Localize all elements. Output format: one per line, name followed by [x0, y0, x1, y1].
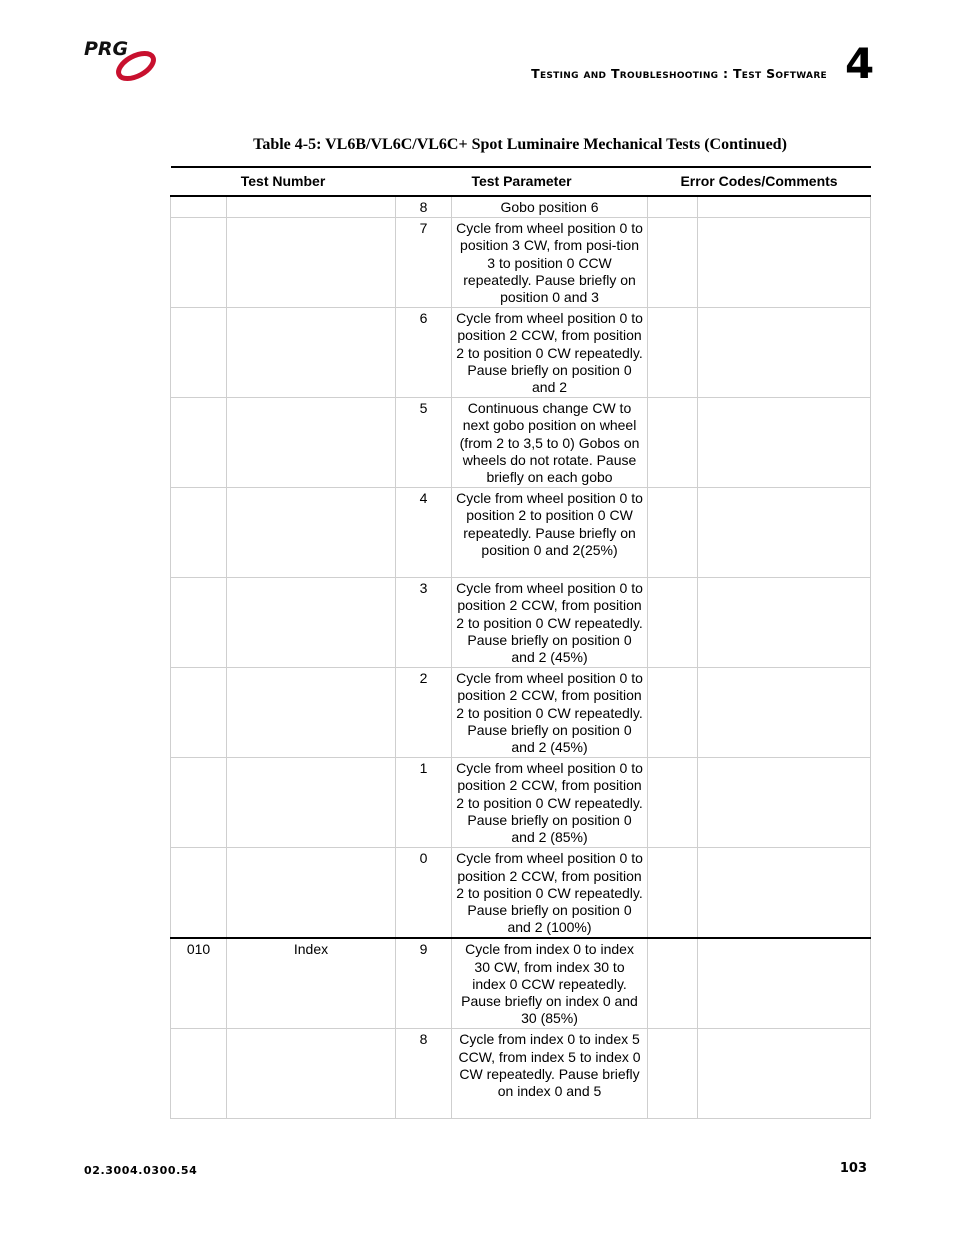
test-number-cell [171, 578, 227, 668]
step-description-cell: Cycle from wheel position 0 to position 2 CCW, from position 2 to position 0 CW repeatedly. Pause briefly on position 0 and 2 (45%) [452, 578, 648, 668]
error-code-cell [648, 758, 698, 848]
col-header-test-number: Test Number [171, 167, 396, 196]
test-number-cell [171, 488, 227, 578]
comment-cell [698, 848, 871, 939]
comment-cell [698, 488, 871, 578]
test-name-cell [227, 1029, 396, 1119]
test-name-cell [227, 668, 396, 758]
test-number-cell [171, 1029, 227, 1119]
section-title: Testing and Troubleshooting : Test Software [531, 66, 827, 81]
test-name-cell [227, 488, 396, 578]
step-number-cell: 9 [396, 938, 452, 1029]
table-body [171, 196, 871, 1119]
test-name-cell: Index [227, 938, 396, 1029]
error-code-cell [648, 848, 698, 939]
table-row [171, 398, 871, 488]
document-number: 02.3004.0300.54 [84, 1164, 198, 1177]
step-description-cell: Continuous change CW to next gobo position on wheel (from 2 to 3,5 to 0) Gobos on wheels do not rotate. Pause briefly on each gobo [452, 398, 648, 488]
chapter-number: 4 [845, 39, 875, 88]
step-number-cell: 5 [396, 398, 452, 488]
step-description-cell: Cycle from wheel position 0 to position 2 CCW, from position 2 to position 0 CW repeatedly. Pause briefly on position 0 and 2 (100%) [452, 848, 648, 939]
test-name-cell [227, 758, 396, 848]
table-row [171, 938, 871, 1029]
table-header-row [171, 167, 871, 196]
comment-cell [698, 668, 871, 758]
prg-logo [84, 36, 160, 84]
comment-cell [698, 398, 871, 488]
step-description-cell: Cycle from wheel position 0 to position 3 CW, from posi-tion 3 to position 0 CCW repeatedly. Pause briefly on position 0 and 3 [452, 218, 648, 308]
table-caption: Table 4-5: VL6B/VL6C/VL6C+ Spot Luminaire Mechanical Tests (Continued) [253, 136, 787, 153]
step-number-cell: 1 [396, 758, 452, 848]
step-number-cell: 2 [396, 668, 452, 758]
comment-cell [698, 308, 871, 398]
test-number-cell: 010 [171, 938, 227, 1029]
error-code-cell [648, 488, 698, 578]
table-row [171, 308, 871, 398]
table-row [171, 668, 871, 758]
step-number-cell: 4 [396, 488, 452, 578]
step-number-cell: 8 [396, 196, 452, 218]
mechanical-tests-table [170, 166, 871, 1119]
comment-cell [698, 218, 871, 308]
step-number-cell: 6 [396, 308, 452, 398]
step-number-cell: 3 [396, 578, 452, 668]
step-description-cell: Cycle from wheel position 0 to position 2 CCW, from position 2 to position 0 CW repeatedly. Pause briefly on position 0 and 2 (45%) [452, 668, 648, 758]
table-row [171, 488, 871, 578]
test-number-cell [171, 398, 227, 488]
error-code-cell [648, 1029, 698, 1119]
test-number-cell [171, 668, 227, 758]
error-code-cell [648, 308, 698, 398]
test-number-cell [171, 758, 227, 848]
error-code-cell [648, 398, 698, 488]
step-description-cell: Cycle from index 0 to index 30 CW, from index 30 to index 0 CCW repeatedly. Pause briefly on index 0 and 30 (85%) [452, 938, 648, 1029]
step-description-cell: Cycle from index 0 to index 5 CCW, from index 5 to index 0 CW repeatedly. Pause briefly on index 0 and 5 [452, 1029, 648, 1119]
test-name-cell [227, 578, 396, 668]
logo-text: PRG [84, 38, 129, 60]
test-name-cell [227, 196, 396, 218]
test-number-cell [171, 308, 227, 398]
step-description-cell: Cycle from wheel position 0 to position 2 CCW, from position 2 to position 0 CW repeatedly. Pause briefly on position 0 and 2 (85%) [452, 758, 648, 848]
comment-cell [698, 196, 871, 218]
error-code-cell [648, 196, 698, 218]
table-row [171, 578, 871, 668]
table-row [171, 196, 871, 218]
test-name-cell [227, 398, 396, 488]
step-description-cell: Gobo position 6 [452, 196, 648, 218]
table-row [171, 218, 871, 308]
table-row [171, 758, 871, 848]
test-name-cell [227, 848, 396, 939]
test-number-cell [171, 196, 227, 218]
step-number-cell: 7 [396, 218, 452, 308]
table-row [171, 848, 871, 939]
step-description-cell: Cycle from wheel position 0 to position 2 to position 0 CW repeatedly. Pause briefly on position 0 and 2(25%) [452, 488, 648, 578]
col-header-error-codes: Error Codes/Comments [648, 167, 871, 196]
comment-cell [698, 578, 871, 668]
comment-cell [698, 758, 871, 848]
test-name-cell [227, 308, 396, 398]
step-number-cell: 8 [396, 1029, 452, 1119]
col-header-test-parameter: Test Parameter [396, 167, 648, 196]
error-code-cell [648, 218, 698, 308]
test-name-cell [227, 218, 396, 308]
test-number-cell [171, 848, 227, 939]
comment-cell [698, 938, 871, 1029]
step-number-cell: 0 [396, 848, 452, 939]
test-number-cell [171, 218, 227, 308]
page-number: 103 [839, 1161, 867, 1176]
error-code-cell [648, 578, 698, 668]
error-code-cell [648, 668, 698, 758]
comment-cell [698, 1029, 871, 1119]
step-description-cell: Cycle from wheel position 0 to position 2 CCW, from position 2 to position 0 CW repeatedly. Pause briefly on position 0 and 2 [452, 308, 648, 398]
table-row [171, 1029, 871, 1119]
error-code-cell [648, 938, 698, 1029]
